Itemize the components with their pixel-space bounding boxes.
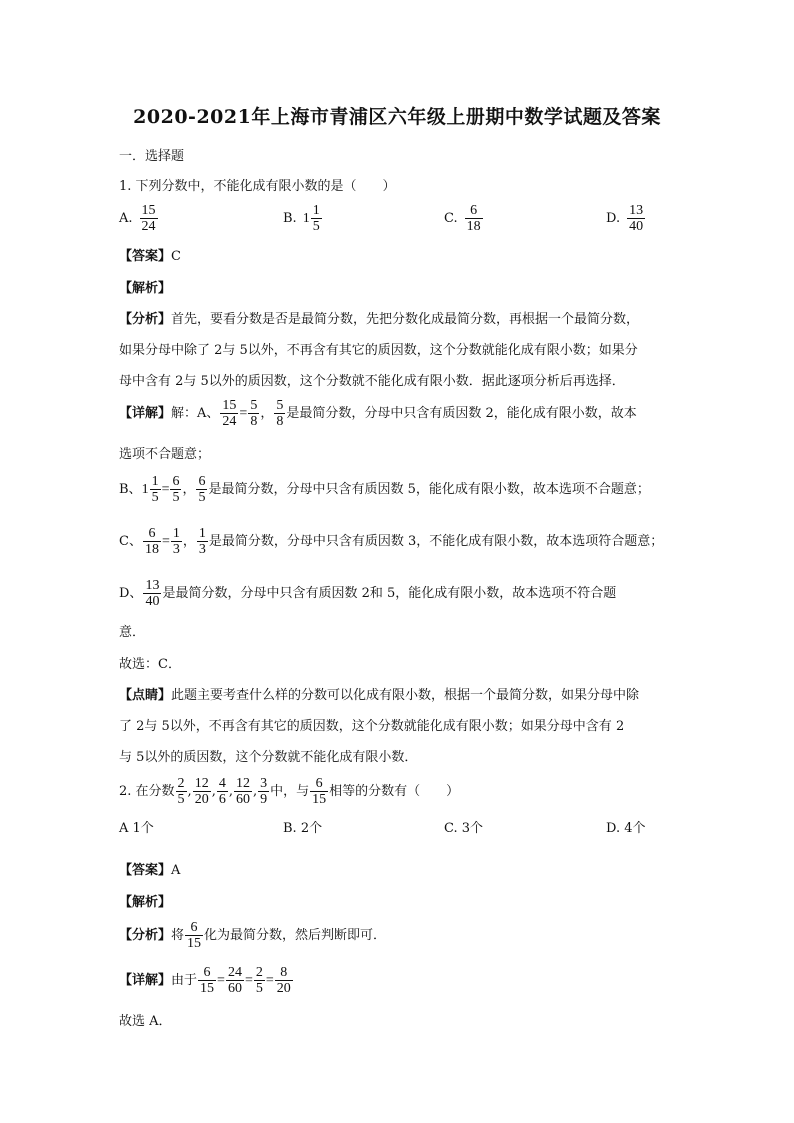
section-heading: 一．选择题 — [119, 149, 185, 164]
q1-detail-c: C、 $\frac{6}{18}$ = $\frac{1}{3}$ ， $\frac{1}{3}$ 是最简分数，分母中只含有质因数 3，不能化成有限小数，故本选项符合题意； — [119, 526, 664, 557]
q1-analysis-tag: 【解析】 — [119, 281, 172, 296]
q1-fenxi-3: 母中含有 2与 5以外的质因数，这个分数就不能化成有限小数．据此逐项分析后再选择． — [119, 374, 625, 389]
q1-detail-a: 【详解】 解：A、 $\frac{15}{24}$ = $\frac{5}{8}$ ， $\frac{5}{8}$ 是最简分数，分母中只含有质因数 2，能化成有限小数，故本 — [119, 398, 637, 429]
q1-dianjing-1: 【点睛】此题主要考查什么样的分数可以化成有限小数，根据一个最简分数，如果分母中除 — [119, 688, 640, 703]
q2-option-b: B. 2个 — [283, 821, 323, 836]
q2-choose: 故选 A． — [119, 1014, 172, 1029]
q1-choose: 故选：C． — [119, 657, 181, 672]
q1-answer: 【答案】C — [119, 249, 181, 264]
q1-option-a: A. $\frac{15}{24}$ — [119, 203, 156, 234]
q1-fenxi-2: 如果分母中除了 2与 5以外，不再含有其它的质因数，这个分数就能化成有限小数；如果分 — [119, 343, 638, 358]
q1-dianjing-3: 与 5以外的质因数，这个分数就不能化成有限小数． — [119, 750, 418, 765]
q2-stem: 2. 在分数 $\frac{2}{5}$ , $\frac{12}{20}$ , $\frac{4}{6}$ , $\frac{12}{60}$ , $\frac{3}{9}$ 中，与 $\frac{6}{15}$ 相等的分数有（ ） — [119, 776, 460, 807]
q2-analysis-tag: 【解析】 — [119, 895, 172, 910]
q2-option-c: C. 3个 — [444, 821, 484, 836]
q2-option-a: A 1个 — [119, 821, 154, 836]
q1-detail-d: D、 $\frac{13}{40}$ 是最简分数，分母中只含有质因数 2和 5，能化成有限小数，故本选项不符合题 — [119, 578, 617, 609]
q1-dianjing-2: 了 2与 5以外，不再含有其它的质因数，这个分数就能化成有限小数；如果分母中含有 2 — [119, 719, 625, 734]
q2-fenxi: 【分析】 将 $\frac{6}{15}$ 化为最简分数，然后判断即可． — [119, 920, 387, 951]
q1-detail-d-cont: 意． — [119, 625, 146, 640]
q1-stem: 1. 下列分数中，不能化成有限小数的是（ ） — [119, 179, 396, 194]
q1-option-c: C. $\frac{6}{18}$ — [444, 203, 481, 234]
q1-detail-a-cont: 选项不合题意； — [119, 447, 211, 462]
q1-option-b: B. 1 $\frac{1}{5}$ — [283, 203, 320, 234]
q2-detail: 【详解】 由于 $\frac{6}{15}$ = $\frac{24}{60}$ = $\frac{2}{5}$ = $\frac{8}{20}$ — [119, 965, 291, 996]
page-title: 2020-2021年上海市青浦区六年级上册期中数学试题及答案 — [133, 106, 661, 128]
q2-answer: 【答案】A — [119, 863, 181, 878]
q1-option-d: D. $\frac{13}{40}$ — [606, 203, 644, 234]
q1-detail-b: B、 1 $\frac{1}{5}$ = $\frac{6}{5}$ ， $\frac{6}{5}$ 是最简分数，分母中只含有质因数 5，能化成有限小数，故本选项不合题意； — [119, 474, 650, 505]
q1-fenxi-1: 【分析】首先，要看分数是否是最简分数，先把分数化成最简分数，再根据一个最简分数， — [119, 312, 640, 327]
q2-option-d: D. 4个 — [606, 821, 646, 836]
